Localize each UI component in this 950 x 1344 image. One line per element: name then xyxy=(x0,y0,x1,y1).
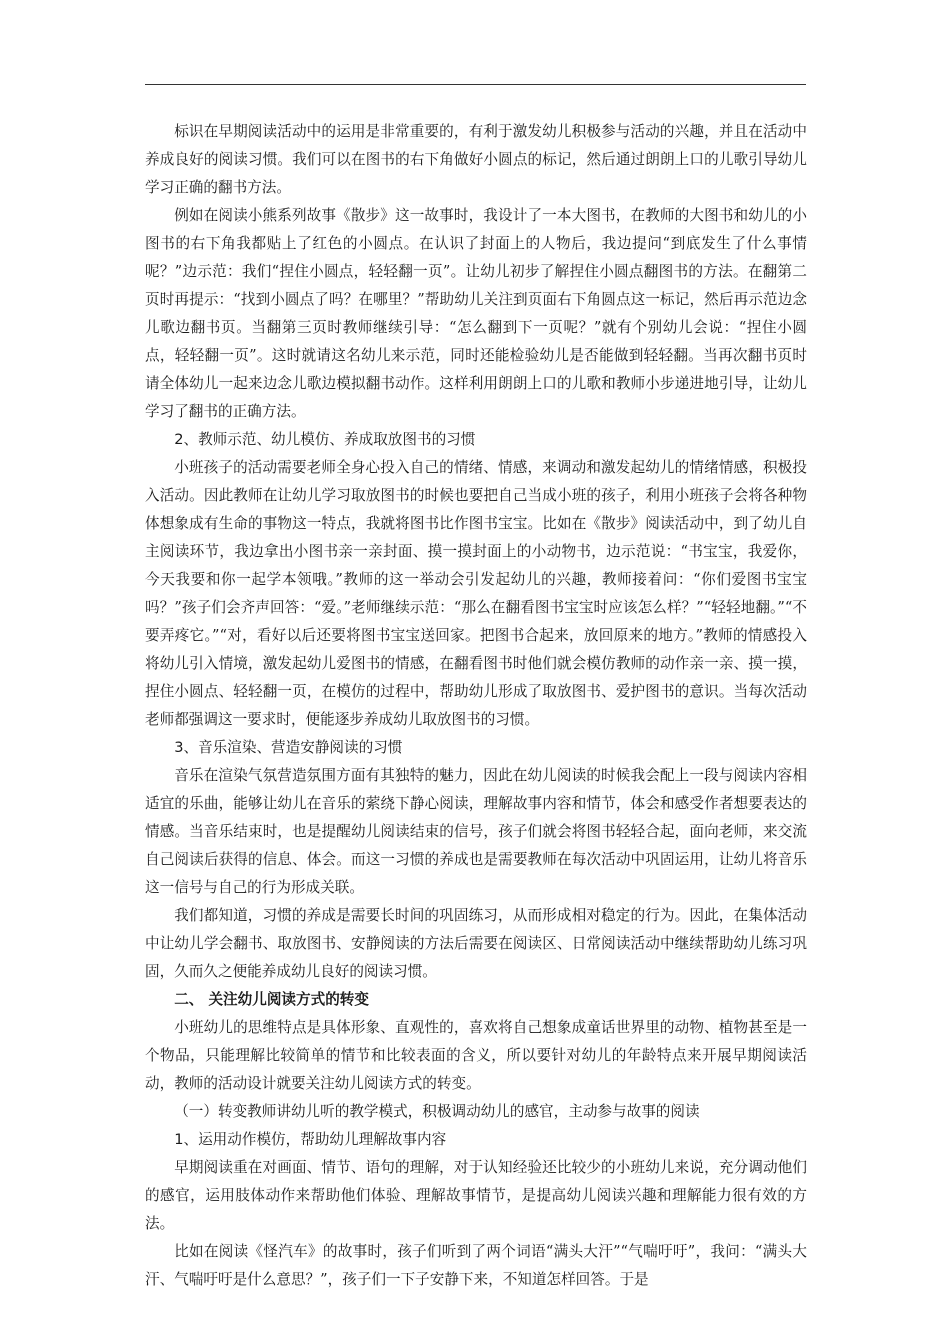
subsection-heading: （一）转变教师讲幼儿听的教学模式，积极调动幼儿的感官，主动参与故事的阅读 xyxy=(174,1103,700,1120)
section-heading: 3、音乐渲染、营造安静阅读的习惯 xyxy=(174,739,403,756)
paragraph: 早期阅读重在对画面、情节、语句的理解，对于认知经验还比较少的小班幼儿来说，充分调动他们的感官，运用肢体动作来帮助他们体验、理解故事情节，是提高幼儿阅读兴趣和理解能力很有效的方法。 xyxy=(145,1159,807,1232)
chapter-heading: 二、 关注幼儿阅读方式的转变 xyxy=(174,991,369,1008)
paragraph: 例如在阅读小熊系列故事《散步》这一故事时，我设计了一本大图书，在教师的大图书和幼儿的小图书的右下角我都贴上了红色的小圆点。在认识了封面上的人物后，我边提问“到底发生了什么事情呢？”边示范：我们“捏住小圆点，轻轻翻一页”。让幼儿初步了解捏住小圆点翻图书的方法。在翻第二页时再提示：“找到小圆点了吗？在哪里？”帮助幼儿关注到页面右下角圆点这一标记，然后再示范边念儿歌边翻书页。当翻第三页时教师继续引导：“怎么翻到下一页呢？”就有个别幼儿会说：“捏住小圆点，轻轻翻一页”。这时就请这名幼儿来示范，同时还能检验幼儿是否能做到轻轻翻。当再次翻书页时请全体幼儿一起来边念儿歌边模拟翻书动作。这样利用朗朗上口的儿歌和教师小步递进地引导，让幼儿学习了翻书的正确方法。 xyxy=(145,207,807,420)
paragraph: 比如在阅读《怪汽车》的故事时，孩子们听到了两个词语“满头大汗”“气喘吁吁”，我问：“满头大汗、气喘吁吁是什么意思？”，孩子们一下子安静下来，不知道怎样回答。于是 xyxy=(145,1243,807,1288)
header-rule xyxy=(145,84,806,85)
section-heading: 1、运用动作模仿，帮助幼儿理解故事内容 xyxy=(174,1131,447,1148)
paragraph: 标识在早期阅读活动中的运用是非常重要的，有利于激发幼儿积极参与活动的兴趣，并且在活动中养成良好的阅读习惯。我们可以在图书的右下角做好小圆点的标记，然后通过朗朗上口的儿歌引导幼儿学习正确的翻书方法。 xyxy=(145,123,807,196)
paragraph: 小班幼儿的思维特点是具体形象、直观性的，喜欢将自己想象成童话世界里的动物、植物甚至是一个物品，只能理解比较简单的情节和比较表面的含义，所以要针对幼儿的年龄特点来开展早期阅读活动，教师的活动设计就要关注幼儿阅读方式的转变。 xyxy=(145,1019,807,1092)
section-heading: 2、教师示范、幼儿模仿、养成取放图书的习惯 xyxy=(174,431,476,448)
paragraph: 音乐在渲染气氛营造氛围方面有其独特的魅力，因此在幼儿阅读的时候我会配上一段与阅读内容相适宜的乐曲，能够让幼儿在音乐的萦绕下静心阅读，理解故事内容和情节，体会和感受作者想要表达的情感。当音乐结束时，也是提醒幼儿阅读结束的信号，孩子们就会将图书轻轻合起，面向老师，来交流自己阅读后获得的信息、体会。而这一习惯的养成也是需要教师在每次活动中巩固运用，让幼儿将音乐这一信号与自己的行为形成关联。 xyxy=(145,767,807,896)
paragraph: 我们都知道，习惯的养成是需要长时间的巩固练习，从而形成相对稳定的行为。因此，在集体活动中让幼儿学会翻书、取放图书、安静阅读的方法后需要在阅读区、日常阅读活动中继续帮助幼儿练习巩固，久而久之便能养成幼儿良好的阅读习惯。 xyxy=(145,907,807,980)
document-body xyxy=(145,118,807,1294)
paragraph: 小班孩子的活动需要老师全身心投入自己的情绪、情感，来调动和激发起幼儿的情绪情感，积极投入活动。因此教师在让幼儿学习取放图书的时候也要把自己当成小班的孩子，利用小班孩子会将各种物体想象成有生命的事物这一特点，我就将图书比作图书宝宝。比如在《散步》阅读活动中，到了幼儿自主阅读环节，我边拿出小图书亲一亲封面、摸一摸封面上的小动物书，边示范说：“书宝宝，我爱你，今天我要和你一起学本领哦。”教师的这一举动会引发起幼儿的兴趣，教师接着问：“你们爱图书宝宝吗？”孩子们会齐声回答：“爱。”老师继续示范：“那么在翻看图书宝宝时应该怎么样？”“轻轻地翻。”“不要弄疼它。”“对，看好以后还要将图书宝宝送回家。把图书合起来，放回原来的地方。”教师的情感投入将幼儿引入情境，激发起幼儿爱图书的情感，在翻看图书时他们就会模仿教师的动作亲一亲、摸一摸，捏住小圆点、轻轻翻一页，在模仿的过程中，帮助幼儿形成了取放图书、爱护图书的意识。当每次活动老师都强调这一要求时，便能逐步养成幼儿取放图书的习惯。 xyxy=(145,459,807,728)
